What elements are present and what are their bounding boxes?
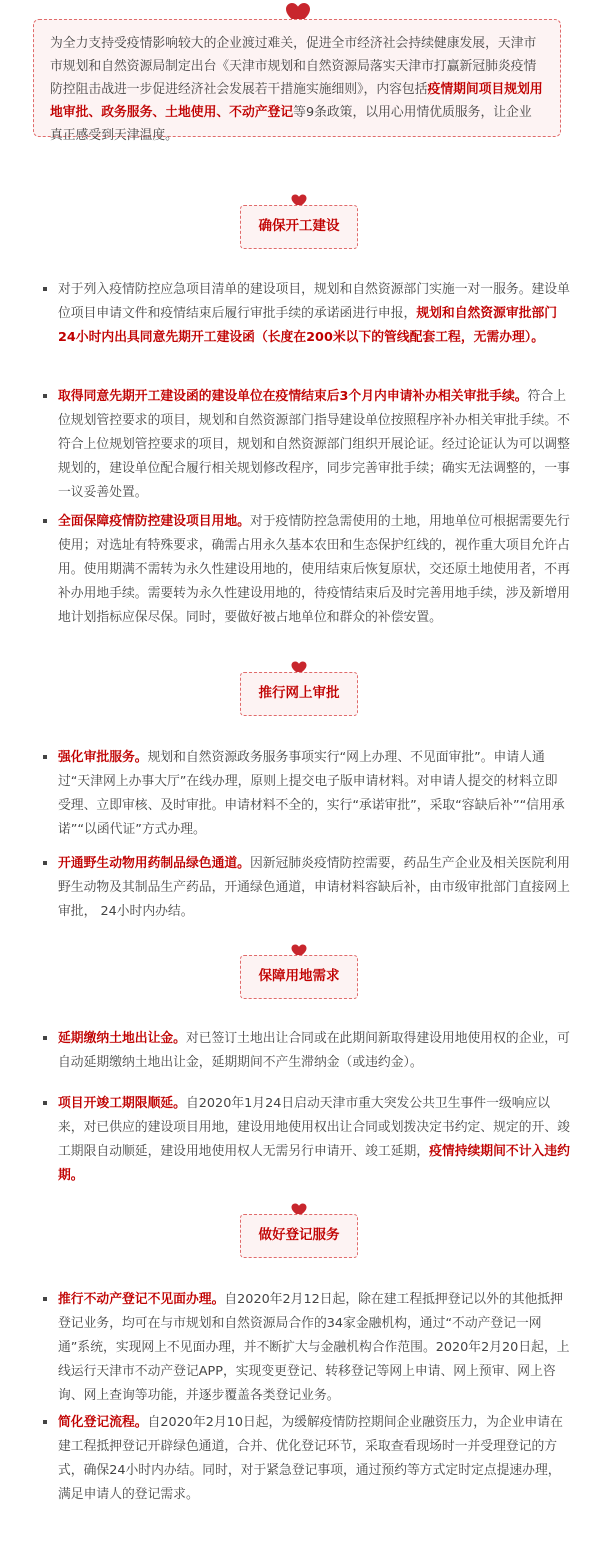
bullet xyxy=(43,394,47,398)
bullet xyxy=(43,519,47,523)
list-item: 推行不动产登记不见面办理。自2020年2月12日起，除在建工程抵押登记以外的其他抵押登记业务，均可在与市规划和自然资源局合作的34家金融机构，通过“不动产登记一网通”系统，实现网上不见面办理，并不断扩大与金融机构合作范围。2020年2月20日起，上线运行天津市不动产登记APP，实现变更登记、转移登记等网上申请、网上预审、网上咨询、网上查询等功能，并逐步覆盖各类登记业务。 xyxy=(58,1288,570,1408)
section-title: 确保开工建设 xyxy=(240,205,358,249)
intro-text-end: 等9条政策，以用心用情优质服务，让企业真正感受到天津温度。 xyxy=(50,105,532,143)
section-title: 做好登记服务 xyxy=(240,1214,358,1258)
section-title: 保障用地需求 xyxy=(240,955,358,999)
list-item: 简化登记流程。自2020年2月10日起，为缓解疫情防控期间企业融资压力，为企业申请在建工程抵押登记开辟绿色通道，合并、优化登记环节，采取查看现场时一并受理登记的方式，确保24小时内办结。同时，对于紧急登记事项，通过预约等方式定时定点提速办理，满足申请人的登记需求。 xyxy=(58,1411,570,1507)
list-item: 项目开竣工期限顺延。自2020年1月24日启动天津市重大突发公共卫生事件一级响应以来，对已供应的建设项目用地，建设用地使用权出让合同或划拨决定书约定、规定的开、竣工期限自动顺延，建设用地使用权人无需另行申请开、竣工延期，疫情持续期间不计入违约期。 xyxy=(58,1092,570,1188)
bullet xyxy=(43,1297,47,1301)
list-item: 对于列入疫情防控应急项目清单的建设项目，规划和自然资源部门实施一对一服务。建设单位项目申请文件和疫情结束后履行审批手续的承诺函进行申报，规划和自然资源审批部门24小时内出具同意先期开工建设函（长度在200米以下的管线配套工程，无需办理）。 xyxy=(58,278,570,350)
list-item: 强化审批服务。规划和自然资源政务服务事项实行“网上办理、不见面审批”。申请人通过“天津网上办事大厅”在线办理，原则上提交电子版申请材料。对申请人提交的材料立即受理、立即审核、及时审批。申请材料不全的，实行“承诺审批”，采取“容缺后补”“信用承诺”“以函代证”方式办理。 xyxy=(58,746,570,842)
bullet xyxy=(43,287,47,291)
intro-box xyxy=(33,19,561,143)
list-item: 开通野生动物用药制品绿色通道。因新冠肺炎疫情防控需要，药品生产企业及相关医院利用野生动物及其制品生产药品，开通绿色通道，申请材料容缺后补，由市级审批部门直接网上审批， 24小时内办结。 xyxy=(58,852,570,924)
bullet xyxy=(43,755,47,759)
bullet xyxy=(43,1036,47,1040)
intro-text: 为全力支持受疫情影响较大的企业渡过难关，促进全市经济社会持续健康发展，天津市市规划和自然资源局制定出台《天津市规划和自然资源局落实天津市打赢新冠肺炎疫情防控阻击战进一步促进经济社会发展若干措施实施细则》，内容包括 xyxy=(50,36,537,97)
list-item: 延期缴纳土地出让金。对已签订土地出让合同或在此期间新取得建设用地使用权的企业，可自动延期缴纳土地出让金，延期期间不产生滞纳金（或违约金）。 xyxy=(58,1027,570,1075)
intro-highlight: 疫情期间项目规划用地审批、政务服务、土地使用、不动产登记 xyxy=(50,82,543,120)
bullet xyxy=(43,861,47,865)
bullet xyxy=(43,1101,47,1105)
bullet xyxy=(43,1420,47,1424)
list-item: 取得同意先期开工建设函的建设单位在疫情结束后3个月内申请补办相关审批手续。符合上位规划管控要求的项目，规划和自然资源部门指导建设单位按照程序补办相关审批手续。不符合上位规划管控要求的项目，规划和自然资源部门组织开展论证。经过论证认为可以调整规划的，建设单位配合履行相关规划修改程序，同步完善审批手续；确实无法调整的，一事一议妥善处置。 xyxy=(58,385,570,505)
list-item: 全面保障疫情防控建设项目用地。对于疫情防控急需使用的土地，用地单位可根据需要先行使用；对选址有特殊要求，确需占用永久基本农田和生态保护红线的，视作重大项目允许占用。使用期满不需转为永久性建设用地的，使用结束后恢复原状，交还原土地使用者，不再补办用地手续。需要转为永久性建设用地的，待疫情结束后及时完善用地手续，涉及新增用地计划指标应保尽保。同时，要做好被占地单位和群众的补偿安置。 xyxy=(58,510,570,630)
section-title: 推行网上审批 xyxy=(240,672,358,716)
